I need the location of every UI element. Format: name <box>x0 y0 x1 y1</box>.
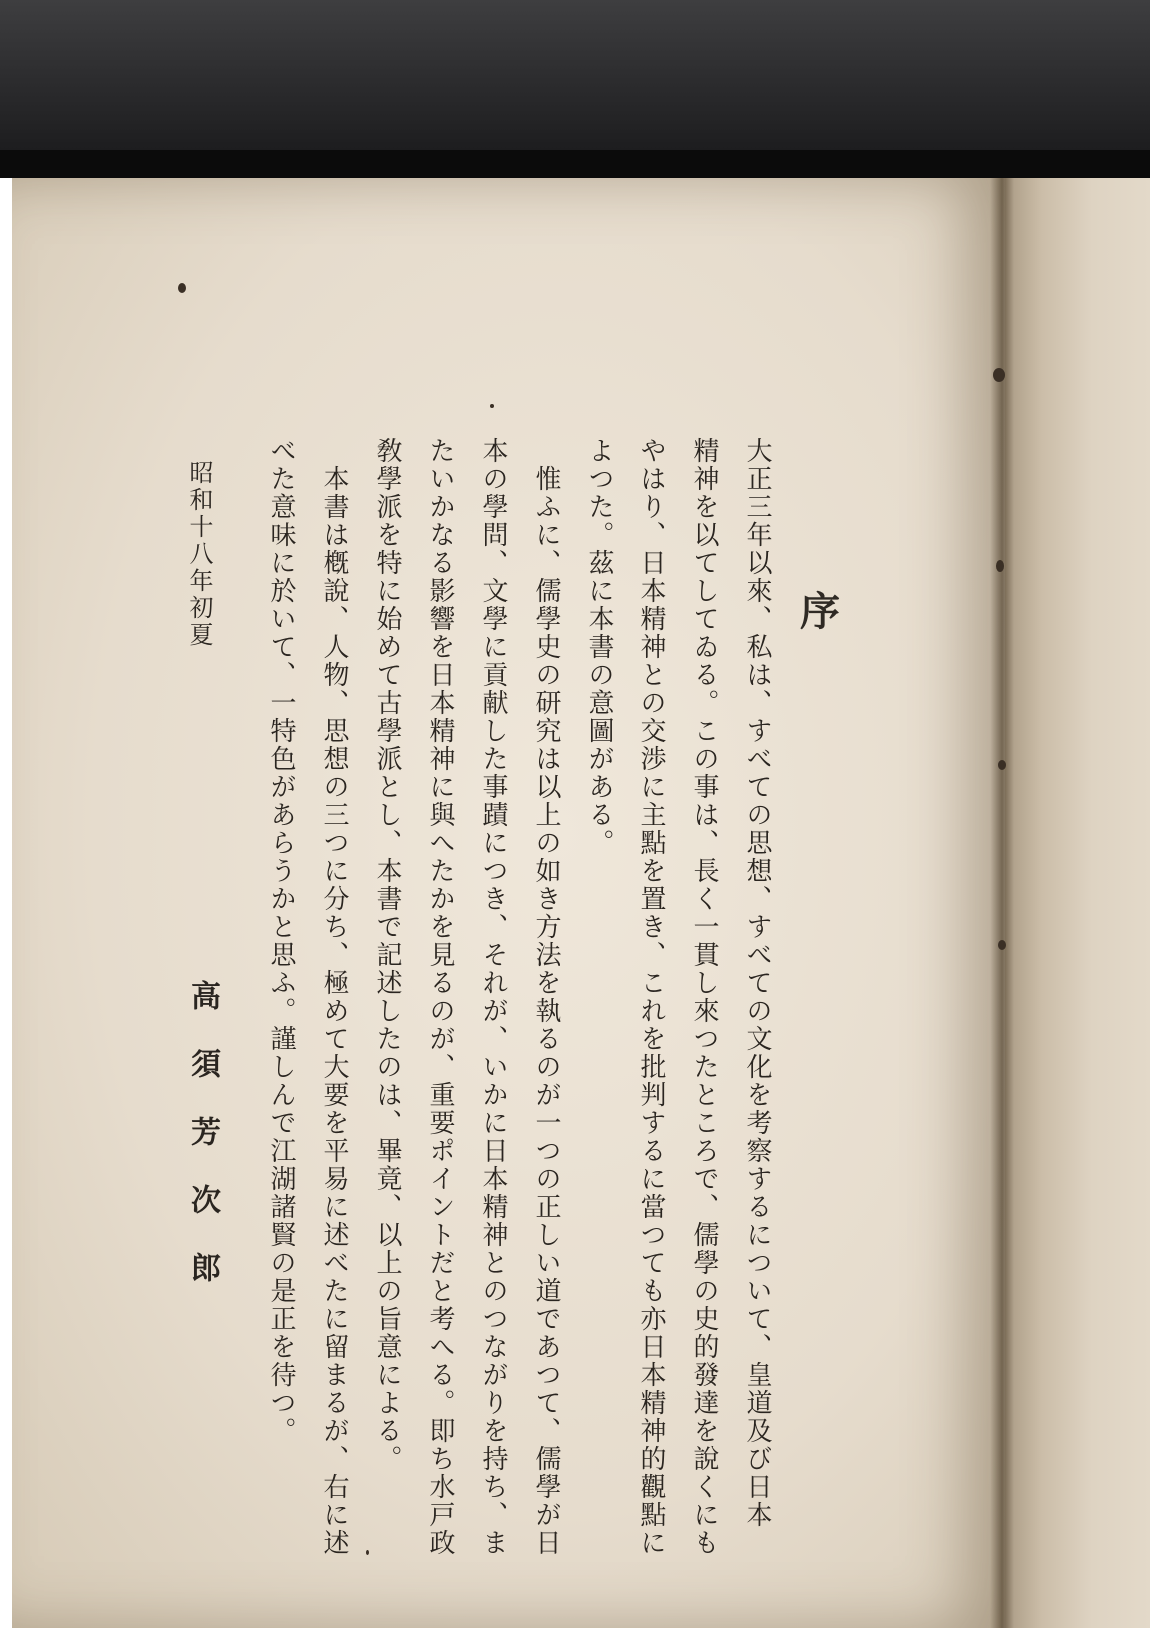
body-column: 敎學派を特に始めて古學派とし、本書で記述したのは、畢竟、以上の旨意による。 <box>372 437 402 1473</box>
right-page <box>1005 178 1150 1628</box>
paper-speck <box>996 560 1004 572</box>
body-column: 惟ふに、儒學史の研究は以上の如き方法を執るのが一つの正しい道であつて、儒學が日 <box>531 437 561 1557</box>
paper-speck <box>998 940 1006 950</box>
body-column: 精神を以てしてゐる。この事は、長く一貫し來つたところで、儒學の史的發達を說くにも <box>689 437 719 1557</box>
body-column: 本の學問、文學に貢献した事蹟につき、それが、いかに日本精神とのつながりを持ち、ま <box>478 437 508 1557</box>
body-column: 本書は槪說、人物、思想の三つに分ち、極めて大要を平易に述べたに留まるが、右に述 <box>319 437 349 1557</box>
paper-speck <box>178 283 186 293</box>
scanner-background <box>0 0 1150 150</box>
body-column: やはり、日本精神との交渉に主點を置き、これを批判するに當つても亦日本精神的觀點に <box>636 437 666 1557</box>
body-column: べた意味に於いて、一特色があらうかと思ふ。謹しんで江湖諸賢の是正を待つ。 <box>266 437 296 1445</box>
preface-title: 序 <box>800 588 840 635</box>
preface-date: 昭和十八年初夏 <box>185 460 213 649</box>
author-name: 高須芳次郎 <box>185 980 220 1320</box>
paper-speck <box>490 404 494 408</box>
paper-speck <box>366 1550 369 1555</box>
paper-speck <box>993 368 1005 382</box>
paper-speck <box>998 760 1006 770</box>
body-column: よつた。茲に本書の意圖がある。 <box>584 437 614 857</box>
book-gutter <box>990 178 1014 1628</box>
scanner-shadow-band <box>0 150 1150 178</box>
body-column: たいかなる影響を日本精神に與へたかを見るのが、重要ポイントだと考へる。即ち水戸政 <box>425 437 455 1557</box>
body-column: 大正三年以來、私は、すべての思想、すべての文化を考察するについて、皇道及び日本 <box>742 437 772 1529</box>
